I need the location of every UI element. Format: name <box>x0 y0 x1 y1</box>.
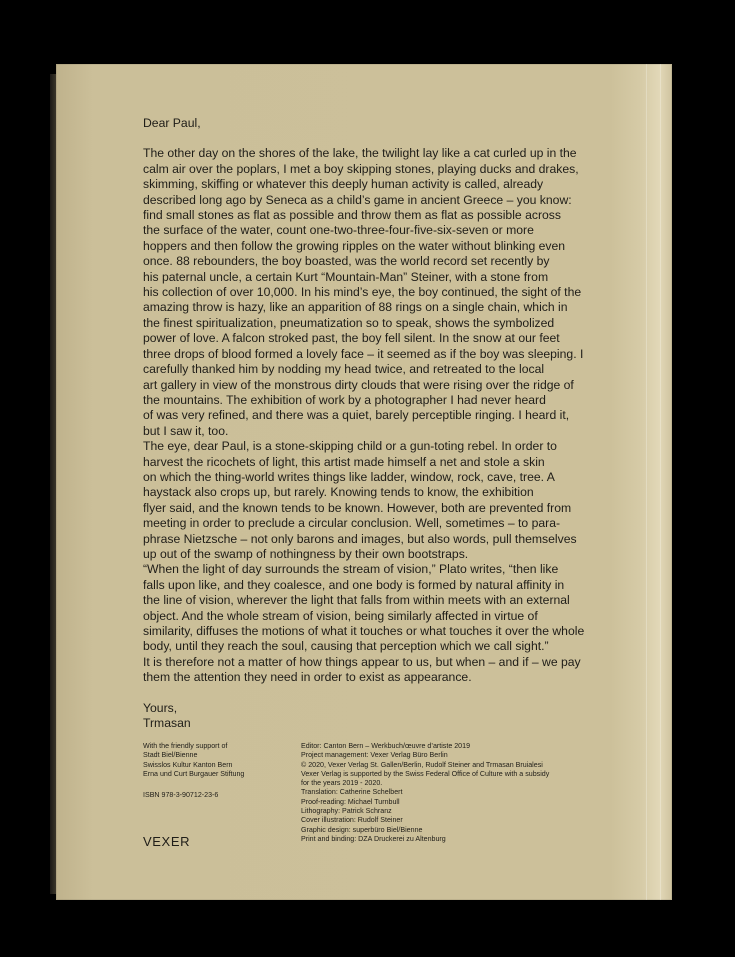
letter <box>143 116 663 731</box>
letter-line: carefully thanked him by nodding my head twice, and retreated to the local <box>143 362 545 377</box>
closing-word: Yours, <box>143 700 178 715</box>
credit-line: Print and binding: DZA Druckerei zu Altenburg <box>301 834 446 843</box>
letter-line: described long ago by Seneca as a child’s game in ancient Greece – you know: <box>143 192 572 207</box>
letter-line: hoppers and then follow the growing ripples on the water without blinking even <box>143 238 566 253</box>
letter-line: power of love. A falcon stroked past, the boy fell silent. In the snow at our feet <box>143 331 560 346</box>
credit-line: for the years 2019 - 2020. <box>301 779 383 788</box>
letter-line: flyer said, and the known tends to be known. However, both are prevented from <box>143 500 572 515</box>
letter-line: meeting in order to preclude a circular conclusion. Well, sometimes – to para- <box>143 516 561 531</box>
letter-body <box>143 146 663 685</box>
letter-line: the surface of the water, count one-two-three-four-five-six-seven or more <box>143 223 534 238</box>
credit-line: Cover illustration: Rudolf Steiner <box>301 816 403 825</box>
signature: Trmasan <box>143 716 191 731</box>
support-line: Stadt Biel/Bienne <box>143 751 198 760</box>
letter-line: once. 88 rebounders, the boy boasted, was the world record set recently by <box>143 254 550 269</box>
letter-line: The eye, dear Paul, is a stone-skipping child or a gun-toting rebel. In order to <box>143 439 557 454</box>
letter-line: harvest the ricochets of light, this artist made himself a net and stole a skin <box>143 454 545 469</box>
letter-line: art gallery in view of the monstrous dirty clouds that were rising over the ridge of <box>143 377 574 392</box>
letter-line: calm air over the poplars, I met a boy skipping stones, playing ducks and drakes, <box>143 161 579 176</box>
letter-closing <box>143 701 663 732</box>
letter-line: the mountains. The exhibition of work by a photographer I had never heard <box>143 392 546 407</box>
letter-line: of was very refined, and there was a quiet, barely perceptible ringing. I heard it, <box>143 408 570 423</box>
letter-greeting: Dear Paul, <box>143 116 201 130</box>
isbn: ISBN 978-3-90712-23-6 <box>143 791 219 799</box>
letter-line: falls upon like, and they coalesce, and one body is formed by natural affinity in <box>143 577 565 592</box>
letter-line: three drops of blood formed a lovely face – it seemed as if the boy was sleeping. I <box>143 346 584 361</box>
letter-line: amazing throw is hazy, like an apparition of 88 rings on a single chain, which in <box>143 300 568 315</box>
letter-line: skimming, skiffing or whatever this deeply human activity is called, already <box>143 177 544 192</box>
letter-line: It is therefore not a matter of how things appear to us, but when – and if – we pay <box>143 654 581 669</box>
credit-line: Editor: Canton Bern – Werkbuch/œuvre d’artiste 2019 <box>301 742 471 750</box>
letter-line: similarity, diffuses the motions of what it touches or what touches it over the whole <box>143 624 585 638</box>
letter-line: the finest spiritualization, pneumatization so to speak, shows the symbolized <box>143 315 555 330</box>
letter-line: up out of the swamp of nothingness by their own bootstraps. <box>143 546 469 561</box>
support-line: Swisslos Kultur Kanton Bern <box>143 760 233 769</box>
letter-line: his paternal uncle, a certain Kurt “Mountain-Man” Steiner, with a stone from <box>143 269 549 284</box>
letter-line: his collection of over 10,000. In his mind’s eye, the boy continued, the sight of the <box>143 285 582 300</box>
letter-line: on which the thing-world writes things like ladder, window, rock, cave, tree. A <box>143 469 555 484</box>
publisher-logo: VEXER <box>143 834 191 849</box>
support-credits <box>143 742 244 779</box>
letter-line: but I saw it, too. <box>143 423 229 438</box>
letter-line: the line of vision, wherever the light that falls from within meets with an external <box>143 593 570 608</box>
credit-line: Proof-reading: Michael Turnbull <box>301 797 400 806</box>
letter-line: object. And the whole stream of vision, being similarly affected in virtue of <box>143 608 538 623</box>
letter-line: them the attention they need in order to exist as appearance. <box>143 670 472 685</box>
support-line: Erna und Curt Burgauer Stiftung <box>143 769 245 778</box>
colophon-credits <box>301 742 549 844</box>
book-back-cover <box>56 64 672 900</box>
letter-line: The other day on the shores of the lake, the twilight lay like a cat curled up in the <box>143 146 577 161</box>
letter-line: phrase Nietzsche – not only barons and images, but also words, pull themselves <box>143 531 577 546</box>
credit-line: Graphic design: superbüro Biel/Bienne <box>301 825 423 834</box>
letter-line: “When the light of day surrounds the stream of vision,” Plato writes, “then like <box>143 562 559 577</box>
support-line: With the friendly support of <box>143 742 228 750</box>
letter-line: find small stones as flat as possible and throw them as flat as possible across <box>143 208 561 223</box>
credit-line: Project management: Vexer Verlag Büro Berlin <box>301 751 448 760</box>
letter-line: body, until they reach the soul, causing that perception which we call sight.” <box>143 639 549 654</box>
letter-line: haystack also crops up, but rarely. Knowing tends to know, the exhibition <box>143 485 534 500</box>
credit-line: Translation: Catherine Schelbert <box>301 788 403 797</box>
credit-line: © 2020, Vexer Verlag St. Gallen/Berlin, Rudolf Steiner and Trmasan Bruialesi <box>301 760 543 769</box>
credit-line: Lithography: Patrick Schranz <box>301 807 392 816</box>
credit-line: Vexer Verlag is supported by the Swiss Federal Office of Culture with a subsidy <box>301 769 550 778</box>
